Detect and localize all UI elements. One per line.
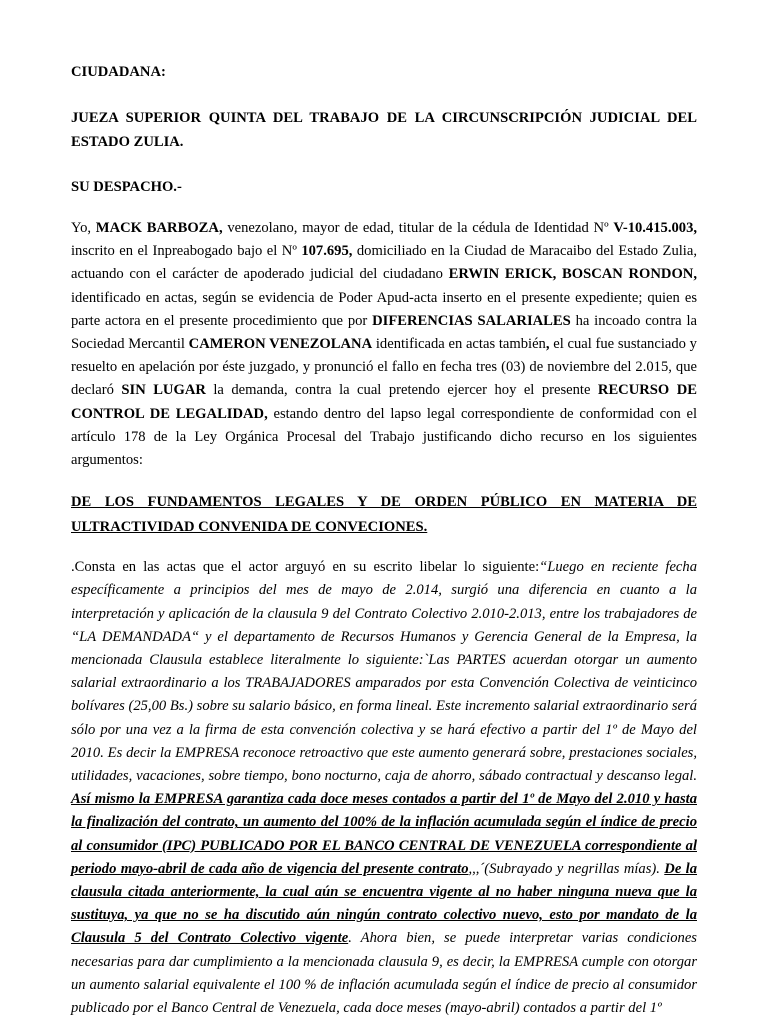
ruling-text: SIN LUGAR (121, 382, 206, 399)
quoted-text: ,,,´(Subrayado y negrillas mías). (468, 860, 660, 877)
quoted-text: . Ahora bien, se puede interpretar varias condiciones necesarias para dar cumplimiento a la mencionada clausula 9, es decir, la EMPRESA cumple con otorgar un aumento salarial equivalente el 100 % de inflación acumulada según el índice de precio al consumidor publicado por el Banco Central de Venezuela, cada doce meses (mayo-abril) contados a partir del 1º (71, 930, 697, 1017)
company-name: CAMERON VENEZOLANA (188, 336, 373, 353)
bold-comma: , (545, 336, 550, 353)
remedy-name: RECURSO DE CONTROL DE LEGALIDAD, (71, 382, 697, 422)
intro-paragraph (71, 217, 697, 472)
intro-text: estando dentro del lapso legal correspondiente de conformidad con el artículo 178 de la Ley Orgánica Procesal del Trabajo justificando dicho recurso en los siguientes argumentos: (71, 405, 698, 469)
intro-text: domiciliado en la Ciudad de Maracaibo del Estado Zulia, actuando con el carácter de apoderado judicial del ciudadano (71, 243, 697, 283)
quoted-text: “Luego en reciente fecha específicamente a principios del mes de mayo de 2.014, surgió una diferencia en cuanto a la interpretación y aplicación de la clausula 9 del Contrato Colectivo 2.010-2.013, entre los trabajadores de “LA DEMANDADA“ y el departamento de Recursos Humanos y Gerencia General de la Empresa, la mencionada Clausula establece literalmente lo siguiente:`Las PARTES acuerdan otorgar un aumento salarial extraordinario a los TRABAJADORES amparados por esta Convención Colectiva de veinticinco bolívares (25,00 Bs.) sobre su salario básico, en forma lineal. Este incremento salarial extraordinario será sólo por una vez a la firma de esta convención colectiva y se hará efectivo a partir del 1º de Mayo del 2010. Es decir la EMPRESA reconoce retroactivo que este aumento generará sobre, prestaciones sociales, utilidades, vacaciones, sobre tiempo, bono nocturno, caja de ahorro, sábado contractual y descanso legal. (71, 559, 697, 785)
cedula-number: V-10.415.003, (613, 220, 698, 236)
author-name: MACK BARBOZA, (95, 220, 223, 236)
section-heading: DE LOS FUNDAMENTOS LEGALES Y DE ORDEN PÚBLICO EN MATERIA DE ULTRACTIVIDAD CONVENIDA DE CONVECIONES. (71, 494, 697, 536)
intro-text: la demanda, contra la cual pretendo ejercer hoy el presente (205, 382, 598, 399)
recipient-heading: JUEZA SUPERIOR QUINTA DEL TRABAJO DE LA CIRCUNSCRIPCIÓN JUDICIAL DEL ESTADO ZULIA. (71, 110, 697, 150)
intro-text: venezolano, mayor de edad, titular de la cédula de Identidad Nº (222, 220, 614, 236)
client-name: ERWIN ERICK, BOSCAN RONDON, (448, 266, 697, 283)
intro-text: ha incoado contra la Sociedad Mercantil (71, 312, 698, 353)
greeting-heading: CIUDADANA: (71, 64, 166, 80)
office-heading: SU DESPACHO.- (71, 179, 182, 195)
intro-text: inscrito en el Inpreabogado bajo el Nº (71, 243, 302, 260)
body-text: .Consta en las actas que el actor arguyó en su escrito libelar lo siguiente: (71, 559, 540, 576)
quoted-emphasis: Así mismo la EMPRESA garantiza cada doce meses contados a partir del 1º de Mayo del 2.010 y hasta la finalización del contrato, un aumento del 100% de la inflación acumulada según el índice de precio al consumidor (IPC) PUBLICADO POR EL BANCO CENTRAL DE VENEZUELA correspondiente al periodo mayo-abril de cada año de vigencia del presente contrato (71, 791, 697, 877)
intro-text: Yo, (71, 220, 96, 236)
claim-type: DIFERENCIAS SALARIALES (372, 312, 571, 329)
intro-text: identificada en actas también (372, 336, 546, 353)
quoted-emphasis: De la clausula citada anteriormente, la cual aún se encuentra vigente al no haber ninguna nueva que la sustituya, ya que no se ha discutido aún ningún contrato colectivo nuevo, esto por mandato de la Clausula 5 del Contrato Colectivo vigente (71, 860, 698, 947)
body-paragraph (71, 556, 697, 1020)
intro-text: identificado en actas, según se evidencia de Poder Apud-acta inserto en el presente expediente; quien es parte actora en el presente procedimiento que por (71, 289, 697, 329)
intro-text: el cual fue sustanciado y resuelto en apelación por éste juzgado, y pronunció el fallo en fecha tres (03) de noviembre del 2.015, que declaró (71, 336, 697, 399)
inpreabogado-number: 107.695, (301, 243, 353, 260)
